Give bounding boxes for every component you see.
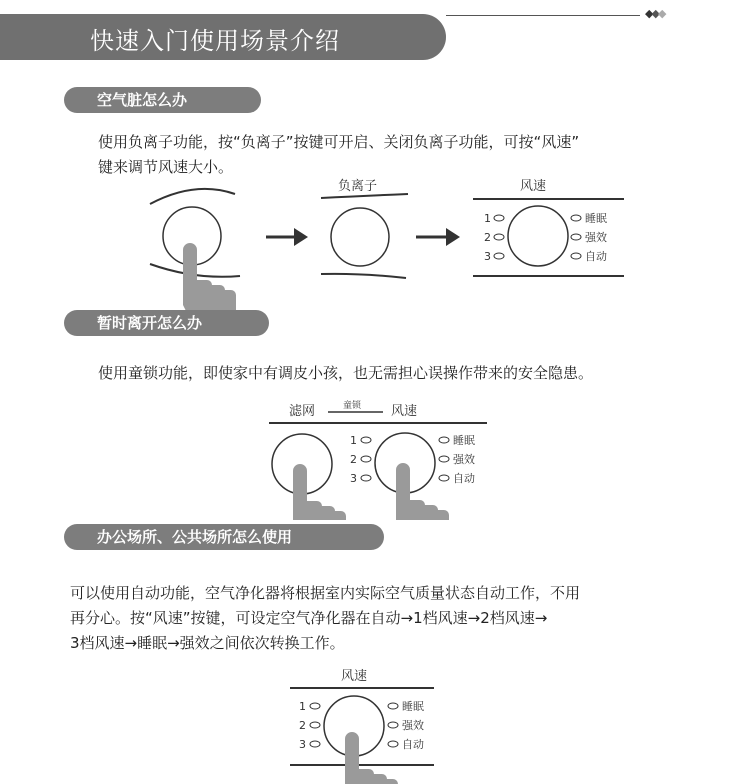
indicator-label: 睡眠 — [585, 212, 607, 225]
indicator-number: 3 — [484, 250, 491, 263]
section-heading-away: 暂时离开怎么办 — [64, 310, 269, 336]
speed-label: 风速 — [341, 669, 368, 684]
indicator-number: 1 — [350, 434, 357, 447]
text-line: 使用负离子功能，按“负离子”按键可开启、关闭负离子功能，可按“风速” — [98, 133, 580, 151]
diagram-auto-speed — [0, 660, 750, 784]
indicator-label: 自动 — [402, 738, 424, 751]
indicator-label: 强效 — [585, 231, 607, 244]
indicator-label: 睡眠 — [402, 700, 424, 713]
indicator-label: 自动 — [585, 250, 607, 263]
diagram-anion-speed — [0, 170, 750, 310]
control-dial — [331, 208, 389, 266]
indicator-number: 2 — [299, 719, 306, 732]
child-lock-label: 童锁 — [343, 401, 362, 411]
indicator-label: 自动 — [453, 472, 475, 485]
section-heading-office: 办公场所、公共场所怎么使用 — [64, 524, 384, 550]
section-text-away — [98, 361, 593, 386]
diagram-child-lock — [0, 395, 750, 520]
header-rule — [446, 15, 640, 16]
section-text-office — [70, 581, 580, 656]
indicator-number: 3 — [350, 472, 357, 485]
diamond-decoration-icon: ◆◆◆ — [645, 7, 665, 20]
indicator-number: 2 — [350, 453, 357, 466]
speed-label: 风速 — [391, 404, 418, 419]
filter-label: 滤网 — [289, 404, 316, 419]
indicator-number: 2 — [484, 231, 491, 244]
speed-label: 风速 — [520, 179, 547, 194]
arrow-right-icon — [266, 228, 308, 246]
text-line: 再分心。按“风速”按键，可设定空气净化器在自动→1档风速→2档风速→ — [70, 609, 548, 627]
indicator-number: 3 — [299, 738, 306, 751]
section-heading-dirty-air: 空气脏怎么办 — [64, 87, 261, 113]
indicator-number: 1 — [299, 700, 306, 713]
text-line: 3档风速→睡眠→强效之间依次转换工作。 — [70, 634, 345, 652]
control-dial — [508, 206, 568, 266]
text-line: 可以使用自动功能，空气净化器将根据室内实际空气质量状态自动工作，不用 — [70, 584, 581, 602]
text-line: 使用童锁功能，即使家中有调皮小孩，也无需担心误操作带来的安全隐患。 — [98, 364, 594, 382]
anion-label: 负离子 — [338, 179, 378, 194]
indicator-label: 睡眠 — [453, 434, 475, 447]
page-title: 快速入门使用场景介绍 — [90, 27, 340, 55]
indicator-label: 强效 — [453, 453, 475, 466]
indicator-number: 1 — [484, 212, 491, 225]
text-line: 键来调节风速大小。 — [98, 158, 234, 176]
indicator-label: 强效 — [402, 719, 424, 732]
arrow-right-icon — [416, 228, 460, 246]
